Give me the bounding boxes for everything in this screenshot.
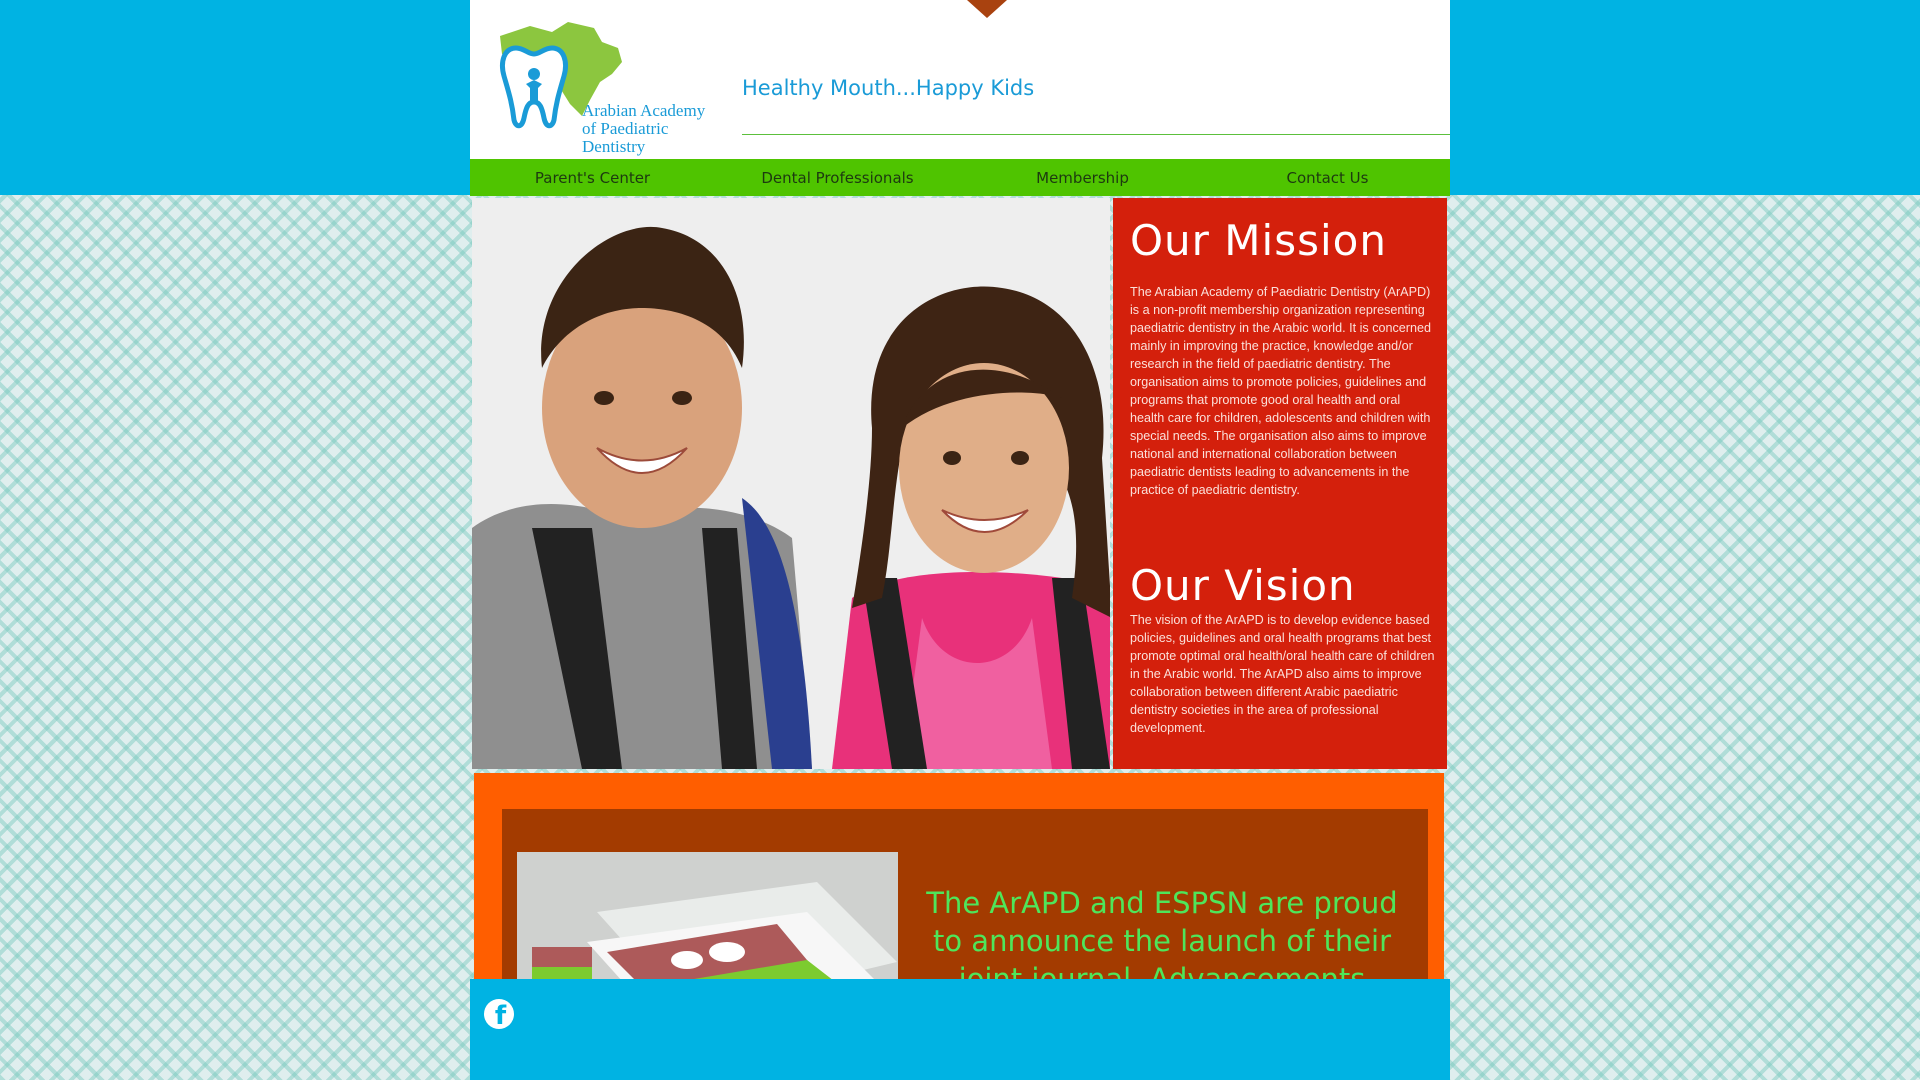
tagline: Healthy Mouth...Happy Kids — [742, 76, 1035, 100]
logo-text — [582, 102, 730, 156]
nav-item-parents-center[interactable]: Parent's Center — [534, 168, 651, 187]
site-footer — [470, 979, 1450, 1080]
main-nav — [470, 159, 1450, 196]
mission-heading: Our Mission — [1130, 216, 1387, 265]
logo[interactable] — [490, 18, 730, 156]
announcement-text: The ArAPD and ESPSN are proud to announce the launch of their — [926, 886, 1398, 958]
vision-text: The vision of the ArAPD is to develop evidence based policies, guidelines and oral health programs that best promote optimal oral health/oral health care of children in the Arabic world. The ArAPD also aims to improve collaboration between different Arabic paediatric dentistry societies in the area of professional development. — [1130, 613, 1435, 735]
nav-item-contact-us[interactable]: Contact Us — [1286, 168, 1369, 187]
hero-photo-kids — [472, 198, 1110, 769]
nav-item-dental-professionals[interactable]: Dental Professionals — [761, 168, 914, 187]
logo-line-1: Arabian Academy — [582, 101, 706, 120]
mission-text: The Arabian Academy of Paediatric Dentistry (ArAPD) is a non-profit membership organization representing paediatric dentistry in the Arabic world. It is concerned mainly in improving the practice, knowledge and/or research in the field of paediatric dentistry. The organisation aims to promote policies, guidelines and programs that promote good oral health and oral health care for children, adolescents and children with special needs. The organisation also aims to improve national and international collaboration between paediatric dentists leading to advancements in the practice of paediatric dentistry. — [1130, 285, 1432, 497]
current-page-marker — [967, 0, 1007, 18]
logo-line-2: of Paediatric Dentistry — [582, 119, 669, 156]
mission-vision-panel — [1113, 198, 1447, 769]
facebook-icon[interactable]: f — [484, 999, 514, 1029]
tagline-divider — [742, 134, 1450, 135]
nav-item-membership[interactable]: Membership — [1036, 168, 1129, 187]
site-header — [470, 0, 1450, 159]
kids-illustration — [472, 198, 1110, 769]
page-container — [470, 0, 1450, 1080]
vision-heading: Our Vision — [1130, 561, 1356, 610]
